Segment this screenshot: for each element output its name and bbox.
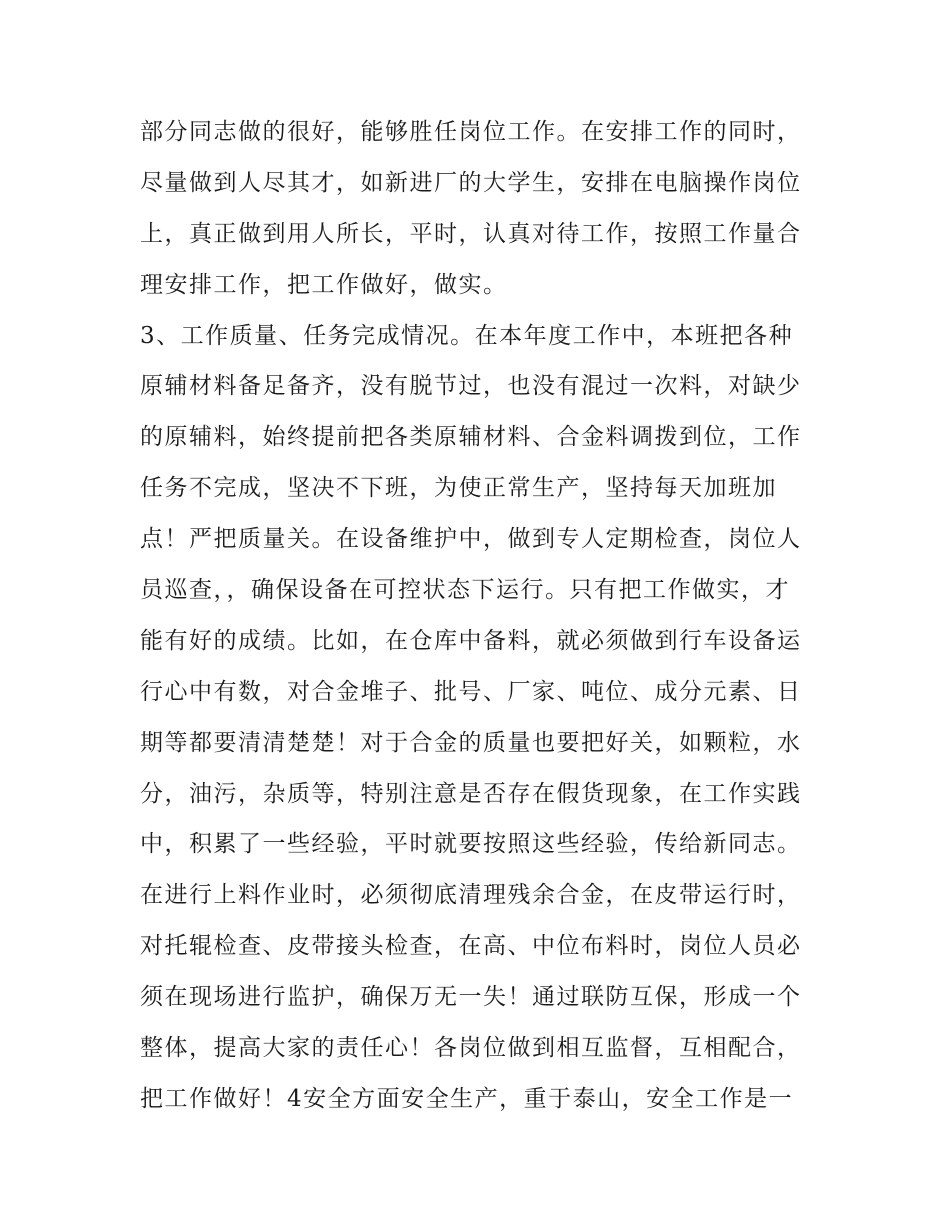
text-line: 尽量做到人尽其才，如新进厂的大学生，安排在电脑操作岗位 bbox=[140, 169, 802, 196]
text-line: 在进行上料作业时，必须彻底清理残余合金，在皮带运行时， bbox=[140, 882, 802, 909]
text-line: 对托辊检查、皮带接头检查，在高、中位布料时，岗位人员必 bbox=[140, 933, 802, 960]
text-line: 原辅材料备足备齐，没有脱节过，也没有混过一次料，对缺少 bbox=[140, 373, 802, 400]
text-line: 期等都要清清楚楚！对于合金的质量也要把好关，如颗粒，水 bbox=[140, 729, 802, 756]
text-line: 分，油污，杂质等，特别注意是否存在假货现象，在工作实践 bbox=[140, 780, 802, 807]
text-line: 3、工作质量、任务完成情况。在本年度工作中，本班把各种 bbox=[140, 322, 794, 349]
text-line: 整体，提高大家的责任心！各岗位做到相互监督，互相配合， bbox=[140, 1035, 802, 1062]
text-line: 能有好的成绩。比如，在仓库中备料，就必须做到行车设备运 bbox=[140, 627, 802, 654]
text-line: 点！严把质量关。在设备维护中，做到专人定期检查，岗位人 bbox=[140, 526, 802, 553]
text-line: 员巡查，，确保设备在可控状态下运行。只有把工作做实，才 bbox=[140, 577, 790, 604]
body-text bbox=[140, 107, 820, 1125]
text-line: 行心中有数，对合金堆子、批号、厂家、吨位、成分元素、日 bbox=[140, 678, 802, 705]
text-line: 理安排工作，把工作做好，做实。 bbox=[140, 271, 508, 298]
text-line: 上，真正做到用人所长，平时，认真对待工作，按照工作量合 bbox=[140, 220, 802, 247]
text-line: 须在现场进行监护，确保万无一失！通过联防互保，形成一个 bbox=[140, 984, 802, 1011]
text-line: 任务不完成，坚决不下班，为使正常生产，坚持每天加班加 bbox=[140, 475, 777, 502]
text-line: 的原辅料，始终提前把各类原辅材料、合金料调拨到位，工作 bbox=[140, 424, 802, 451]
text-line: 中，积累了一些经验，平时就要按照这些经验，传给新同志。 bbox=[140, 831, 802, 858]
text-line: 把工作做好！4安全方面安全生产，重于泰山，安全工作是一 bbox=[140, 1085, 794, 1112]
text-line: 部分同志做的很好，能够胜任岗位工作。在安排工作的同时， bbox=[140, 119, 802, 145]
